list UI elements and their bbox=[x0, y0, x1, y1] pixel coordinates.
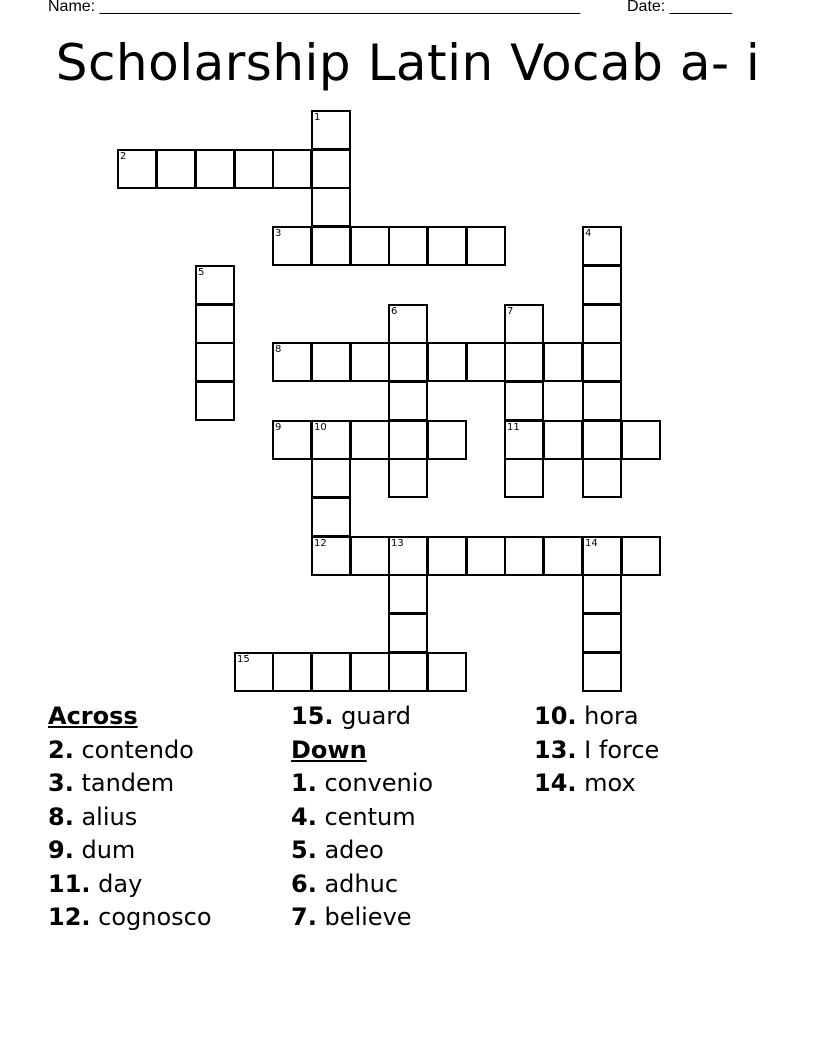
grid-cell[interactable] bbox=[504, 458, 544, 498]
grid-cell[interactable] bbox=[504, 381, 544, 421]
grid-cell[interactable] bbox=[427, 536, 467, 576]
grid-cell[interactable] bbox=[156, 149, 196, 189]
grid-cell[interactable] bbox=[582, 342, 622, 382]
clue-number: 14 bbox=[585, 538, 598, 549]
down-clue: 10. hora bbox=[534, 702, 639, 730]
grid-cell[interactable] bbox=[582, 304, 622, 344]
grid-cell[interactable] bbox=[582, 226, 622, 266]
grid-cell[interactable] bbox=[504, 342, 544, 382]
clue-number: 1 bbox=[314, 112, 321, 123]
across-clue: 8. alius bbox=[48, 802, 138, 831]
grid-cell[interactable] bbox=[311, 187, 351, 227]
grid-cell[interactable] bbox=[350, 652, 390, 692]
grid-cell[interactable] bbox=[350, 342, 390, 382]
down-heading: Down bbox=[291, 735, 367, 764]
clue-number: 3 bbox=[275, 228, 282, 239]
grid-cell[interactable] bbox=[195, 265, 235, 305]
grid-cell[interactable] bbox=[582, 574, 622, 614]
grid-cell[interactable] bbox=[388, 652, 428, 692]
grid-cell[interactable] bbox=[350, 226, 390, 266]
down-clue: 1. convenio bbox=[291, 769, 434, 797]
grid-cell[interactable] bbox=[195, 381, 235, 421]
grid-cell[interactable] bbox=[388, 304, 428, 344]
grid-cell[interactable] bbox=[466, 342, 506, 382]
grid-cell[interactable] bbox=[504, 536, 544, 576]
grid-cell[interactable] bbox=[272, 420, 312, 460]
grid-cell[interactable] bbox=[427, 226, 467, 266]
grid-cell[interactable] bbox=[543, 420, 583, 460]
across-heading: Across bbox=[48, 702, 138, 730]
grid-cell[interactable] bbox=[427, 652, 467, 692]
clue-number: 12 bbox=[314, 538, 327, 549]
grid-cell[interactable] bbox=[388, 458, 428, 498]
across-clue: 3. tandem bbox=[48, 769, 175, 797]
down-clue: 14. mox bbox=[534, 769, 636, 797]
clue-number: 9 bbox=[275, 422, 282, 433]
clue-number: 15 bbox=[237, 654, 250, 665]
across-clue: 15. guard bbox=[291, 702, 411, 730]
grid-cell[interactable] bbox=[582, 265, 622, 305]
across-clue: 9. dum bbox=[48, 836, 136, 864]
page-title: Scholarship Latin Vocab a- i bbox=[55, 34, 761, 92]
grid-cell[interactable] bbox=[272, 226, 312, 266]
grid-cell[interactable] bbox=[582, 458, 622, 498]
grid-cell[interactable] bbox=[234, 149, 274, 189]
clue-number: 13 bbox=[391, 538, 404, 549]
grid-cell[interactable] bbox=[466, 536, 506, 576]
clue-number: 7 bbox=[507, 306, 514, 317]
across-clue: 12. cognosco bbox=[48, 903, 212, 931]
grid-cell[interactable] bbox=[272, 652, 312, 692]
name-field-label: Name: ______________________________________________________ bbox=[48, 0, 581, 15]
grid-cell[interactable] bbox=[311, 226, 351, 266]
grid-cell[interactable] bbox=[311, 110, 351, 150]
grid-cell[interactable] bbox=[388, 536, 428, 576]
clue-number: 10 bbox=[314, 422, 327, 433]
grid-cell[interactable] bbox=[350, 536, 390, 576]
grid-cell[interactable] bbox=[582, 536, 622, 576]
grid-cell[interactable] bbox=[466, 226, 506, 266]
grid-cell[interactable] bbox=[195, 304, 235, 344]
grid-cell[interactable] bbox=[234, 652, 274, 692]
grid-cell[interactable] bbox=[311, 652, 351, 692]
grid-cell[interactable] bbox=[350, 420, 390, 460]
grid-cell[interactable] bbox=[621, 420, 661, 460]
grid-cell[interactable] bbox=[582, 381, 622, 421]
down-clue: 7. believe bbox=[291, 903, 412, 931]
grid-cell[interactable] bbox=[311, 458, 351, 498]
grid-cell[interactable] bbox=[272, 342, 312, 382]
grid-cell[interactable] bbox=[543, 536, 583, 576]
grid-cell[interactable] bbox=[582, 613, 622, 653]
grid-cell[interactable] bbox=[388, 226, 428, 266]
grid-cell[interactable] bbox=[427, 420, 467, 460]
grid-cell[interactable] bbox=[504, 420, 544, 460]
grid-cell[interactable] bbox=[272, 149, 312, 189]
grid-cell[interactable] bbox=[582, 420, 622, 460]
grid-cell[interactable] bbox=[582, 652, 622, 692]
grid-cell[interactable] bbox=[388, 420, 428, 460]
grid-cell[interactable] bbox=[427, 342, 467, 382]
grid-cell[interactable] bbox=[621, 536, 661, 576]
clue-number: 5 bbox=[198, 267, 205, 278]
clue-number: 11 bbox=[507, 422, 520, 433]
clue-column-2 bbox=[291, 700, 433, 935]
grid-cell[interactable] bbox=[543, 342, 583, 382]
grid-cell[interactable] bbox=[504, 304, 544, 344]
grid-cell[interactable] bbox=[388, 574, 428, 614]
clue-number: 8 bbox=[275, 344, 282, 355]
down-clue: 13. I force bbox=[534, 735, 660, 764]
grid-cell[interactable] bbox=[195, 149, 235, 189]
grid-cell[interactable] bbox=[388, 342, 428, 382]
grid-cell[interactable] bbox=[311, 149, 351, 189]
clue-column-3 bbox=[534, 700, 659, 801]
grid-cell[interactable] bbox=[388, 613, 428, 653]
clue-number: 6 bbox=[391, 306, 398, 317]
down-clue: 4. centum bbox=[291, 802, 416, 831]
down-clue: 6. adhuc bbox=[291, 869, 399, 898]
down-clue: 5. adeo bbox=[291, 836, 384, 864]
across-clue: 11. day bbox=[48, 869, 143, 898]
grid-cell[interactable] bbox=[311, 342, 351, 382]
date-field-label: Date: _______ bbox=[627, 0, 732, 15]
clue-number: 4 bbox=[585, 228, 592, 239]
clue-number: 2 bbox=[120, 151, 127, 162]
grid-cell[interactable] bbox=[311, 497, 351, 537]
grid-cell[interactable] bbox=[195, 342, 235, 382]
grid-cell[interactable] bbox=[117, 149, 157, 189]
grid-cell[interactable] bbox=[311, 420, 351, 460]
across-clue: 2. contendo bbox=[48, 735, 194, 764]
grid-cell[interactable] bbox=[388, 381, 428, 421]
grid-cell[interactable] bbox=[311, 536, 351, 576]
clue-column-1 bbox=[48, 700, 212, 935]
